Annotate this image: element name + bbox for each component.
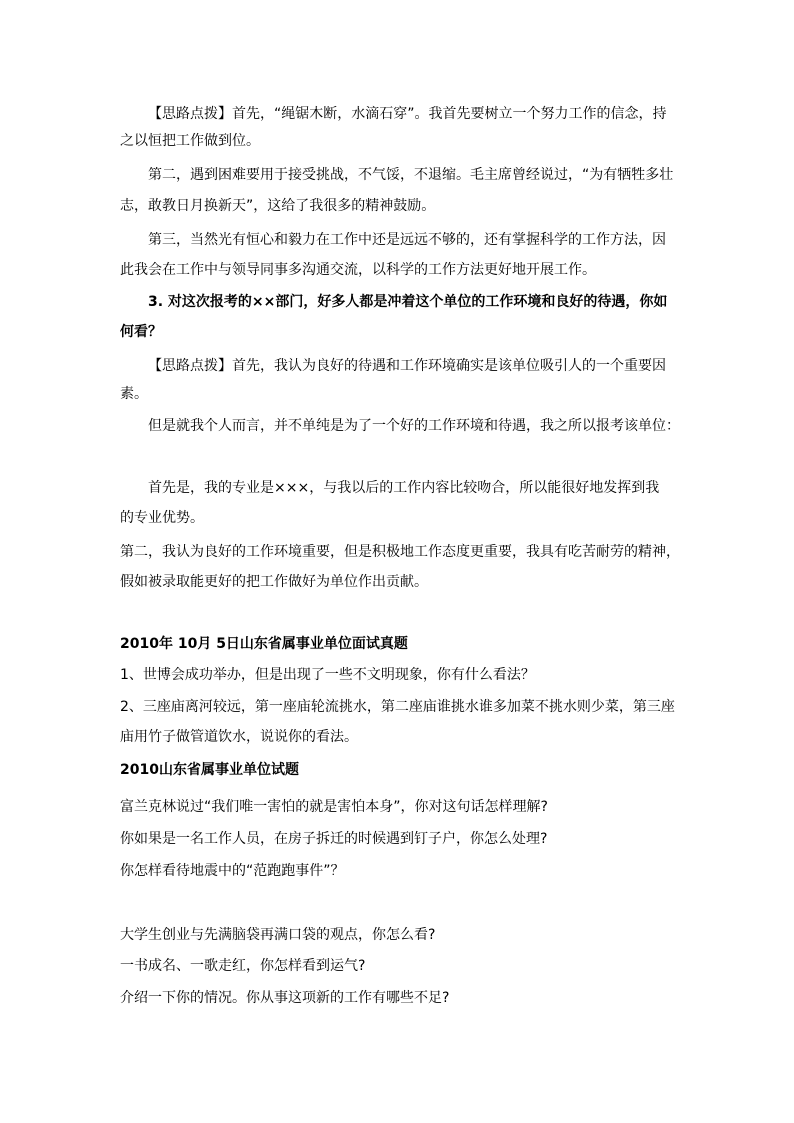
list-item: 庙用竹子做管道饮水，说说你的看法。	[120, 729, 358, 745]
question-heading: 3. 对这次报考的××部门，好多人都是冲着这个单位的工作环境和良好的待遇，你如	[148, 294, 668, 310]
list-item: 一书成名、一歌走红，你怎样看到运气?	[120, 958, 366, 974]
paragraph-line: 【思路点拨】首先，我认为良好的待遇和工作环境确实是该单位吸引人的一个重要因	[148, 358, 666, 374]
list-item: 2、三座庙离河较远，第一座庙轮流挑水，第二座庙谁挑水谁多加菜不挑水则少菜，第三座	[120, 699, 675, 715]
list-item: 你如果是一名工作人员，在房子拆迁的时候遇到钉子户，你怎么处理?	[120, 831, 548, 847]
paragraph-line: 假如被录取能更好的把工作做好为单位作出贡献。	[120, 574, 428, 590]
section-heading: 2010山东省属事业单位试题	[120, 762, 299, 778]
list-item: 介绍一下你的情况。你从事这项新的工作有哪些不足?	[120, 990, 450, 1006]
paragraph-line: 【思路点拨】首先，“绳锯木断，水滴石穿”。我首先要树立一个努力工作的信念，持	[148, 106, 667, 122]
paragraph-line: 第二，遇到困难要用于接受挑战，不气馁，不退缩。毛主席曾经说过，“为有牺牲多壮	[148, 167, 674, 183]
paragraph-line: 但是就我个人而言，并不单纯是为了一个好的工作环境和待遇，我之所以报考该单位：	[148, 418, 680, 434]
paragraph-line: 第二，我认为良好的工作环境重要，但是积极地工作态度更重要，我具有吃苦耐劳的精神，	[120, 544, 680, 560]
list-item: 1、世博会成功举办，但是出现了一些不文明现象，你有什么看法？	[120, 667, 535, 683]
paragraph-line: 第三，当然光有恒心和毅力在工作中还是远远不够的，还有掌握科学的工作方法，因	[148, 232, 666, 248]
section-heading: 2010年 10月 5日山东省属事业单位面试真题	[120, 636, 408, 652]
paragraph-line: 首先是，我的专业是×××，与我以后的工作内容比较吻合，所以能很好地发挥到我	[148, 480, 660, 496]
paragraph-line: 之以恒把工作做到位。	[120, 133, 260, 149]
paragraph-line: 的专业优势。	[120, 510, 204, 526]
paragraph-line: 素。	[120, 386, 148, 402]
question-heading: 何看？	[120, 324, 162, 340]
list-item: 你怎样看待地震中的“范跑跑事件”？	[120, 863, 345, 879]
list-item: 富兰克林说过“我们唯一害怕的就是害怕本身”，你对这句话怎样理解?	[120, 799, 548, 815]
list-item: 大学生创业与先满脑袋再满口袋的观点，你怎么看?	[120, 927, 436, 943]
paragraph-line: 志，敢教日月换新天”，这给了我很多的精神鼓励。	[120, 198, 436, 214]
paragraph-line: 此我会在工作中与领导同事多沟通交流，以科学的工作方法更好地开展工作。	[120, 262, 596, 278]
